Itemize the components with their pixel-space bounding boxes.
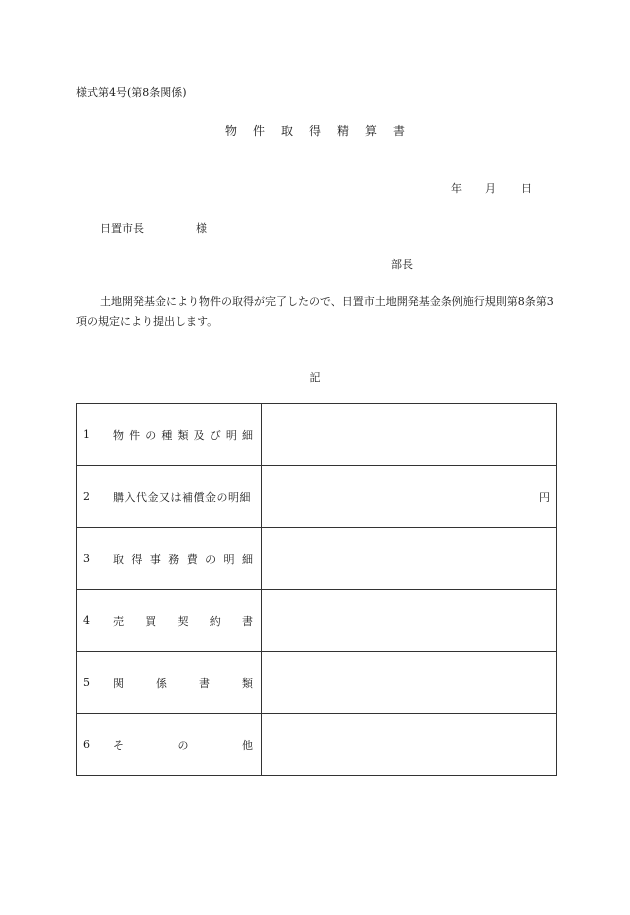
row-label-char: 細	[241, 552, 253, 566]
title-char: 精	[337, 124, 350, 138]
row-label	[113, 675, 253, 691]
date-day-label: 日	[521, 182, 532, 195]
row-label-cell	[77, 404, 262, 466]
row-label-cell	[77, 528, 262, 590]
row-number: 2	[83, 490, 90, 503]
form-number: 様式第4号(第8条関係)	[76, 86, 187, 99]
row-label	[113, 551, 253, 567]
row-number: 6	[83, 738, 90, 751]
table-row	[77, 590, 557, 652]
row-label-char: 事	[149, 552, 161, 566]
row-label-cell	[77, 652, 262, 714]
row-label-char: 取	[113, 552, 124, 566]
row-label-char: 務	[168, 552, 180, 566]
row-value-cell[interactable]	[261, 404, 556, 466]
row-number: 4	[83, 614, 90, 627]
row-value-cell[interactable]	[261, 652, 556, 714]
title-char: 件	[252, 124, 265, 138]
row-label-char: 書	[199, 676, 210, 690]
table-row	[77, 528, 557, 590]
row-number: 1	[83, 428, 90, 441]
title-char: 算	[365, 124, 378, 138]
row-label-char: 及	[193, 428, 205, 442]
row-label-cell	[77, 714, 262, 776]
row-value-cell[interactable]	[261, 714, 556, 776]
row-label-char: 買	[145, 614, 157, 628]
addressee-name: 日置市長	[100, 222, 144, 235]
row-label-char: 他	[242, 738, 253, 752]
row-value-cell[interactable]: 円	[261, 466, 556, 528]
row-label-char: 種	[161, 428, 173, 442]
table-row	[77, 404, 557, 466]
row-label-char: 細	[242, 428, 253, 442]
row-label-char: の	[205, 552, 217, 566]
row-label-char: 契	[177, 614, 189, 628]
row-label-char: 約	[209, 614, 221, 628]
row-label-char: 件	[129, 428, 141, 442]
sender-title: 部長	[391, 258, 413, 271]
row-label-char: 物	[113, 428, 124, 442]
date-year-label: 年	[451, 182, 462, 195]
addressee-honorific: 様	[196, 222, 207, 235]
row-number: 5	[83, 676, 90, 689]
row-label-char: 明	[225, 428, 237, 442]
row-label-char: 関	[113, 676, 124, 690]
row-label	[113, 427, 253, 443]
table-row	[77, 466, 557, 528]
row-label-char: の	[177, 738, 189, 752]
row-label	[113, 737, 253, 753]
ki-heading: 記	[309, 371, 321, 384]
row-value-cell[interactable]	[261, 528, 556, 590]
items-table	[76, 403, 557, 776]
row-label-char: そ	[113, 738, 124, 752]
row-label-char: の	[145, 428, 157, 442]
row-label-char: び	[209, 428, 221, 442]
row-label-cell	[77, 466, 262, 528]
document-title	[0, 122, 630, 139]
title-char: 物	[224, 124, 237, 138]
row-label: 購入代金又は補償金の明細	[113, 490, 251, 504]
row-label-char: 明	[223, 552, 235, 566]
row-label-cell	[77, 590, 262, 652]
body-text: 土地開発基金により物件の取得が完了したので、日置市土地開発基金条例施行規則第8条第3項の規定により提出します。	[76, 295, 554, 328]
row-label-char: 係	[156, 676, 167, 690]
date-month-label: 月	[485, 182, 496, 195]
row-label-char: 類	[177, 428, 189, 442]
row-label-char: 費	[186, 552, 198, 566]
row-number: 3	[83, 552, 90, 565]
row-label-char: 類	[242, 676, 253, 690]
title-char: 取	[280, 124, 293, 138]
row-label-char: 売	[113, 614, 124, 628]
row-label-char: 書	[242, 614, 253, 628]
row-value-cell[interactable]	[261, 590, 556, 652]
table-row	[77, 714, 557, 776]
title-char: 得	[308, 124, 321, 138]
table-row	[77, 652, 557, 714]
row-label	[113, 613, 253, 629]
title-char: 書	[393, 124, 406, 138]
row-label-char: 得	[131, 552, 143, 566]
